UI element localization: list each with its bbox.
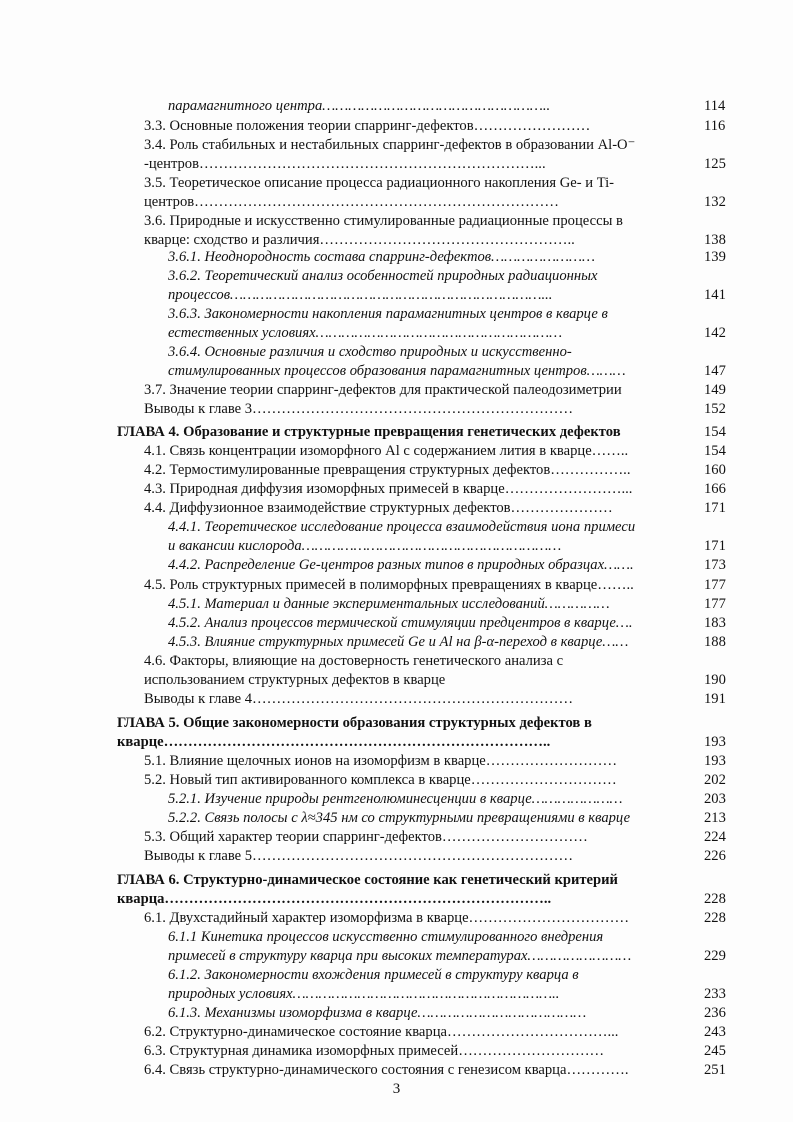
toc-entry — [0, 790, 793, 809]
subsection-title: 6.1.2. Закономерности вхождения примесей в структуру кварца в — [168, 967, 579, 983]
subsection-title: 5.2.1. Изучение природы рентгенолюминесценции в кварце………………… — [168, 791, 623, 807]
section-title: 4.1. Связь концентрации изоморфного Al с содержанием лития в кварце…….. — [144, 443, 629, 459]
page-ref: 245 — [704, 1043, 726, 1059]
toc-entry — [0, 928, 793, 947]
toc-entry — [0, 733, 793, 752]
section-title: 3.6. Природные и искусственно стимулированные радиационные процессы в — [144, 213, 623, 229]
subsection-title: и вакансии кислорода…………………………………………………… — [168, 538, 562, 554]
toc-entry — [0, 324, 793, 343]
subsection-title: примесей в структуру кварца при высоких температурах…………………… — [168, 948, 632, 964]
toc-entry — [0, 305, 793, 324]
toc-entry — [0, 343, 793, 362]
section-title: 6.3. Структурная динамика изоморфных примесей………………………… — [144, 1043, 605, 1059]
page-ref: 125 — [704, 156, 726, 172]
toc-entry — [0, 595, 793, 614]
toc-entry — [0, 442, 793, 461]
page-ref: 229 — [704, 948, 726, 964]
toc-entry — [0, 1004, 793, 1023]
toc-entry — [0, 847, 793, 866]
page-ref: 142 — [704, 325, 726, 341]
toc-entry — [0, 809, 793, 828]
section-title: 6.4. Связь структурно-динамического состояния с генезисом кварца…………. — [144, 1062, 629, 1078]
page-ref: 147 — [704, 363, 726, 379]
chapter-title: кварца…………………………………………………………………….. — [117, 891, 552, 907]
section-title: Выводы к главе 3………………………………………………………… — [144, 401, 574, 417]
page-ref: 224 — [704, 829, 726, 845]
section-title: 5.1. Влияние щелочных ионов на изоморфизм в кварце……………………… — [144, 753, 618, 769]
section-title: 4.2. Термостимулированные превращения структурных дефектов…………….. — [144, 462, 631, 478]
page-ref: 177 — [704, 596, 726, 612]
toc-entry — [0, 381, 793, 400]
toc-entry — [0, 1061, 793, 1080]
page-ref: 166 — [704, 481, 726, 497]
page-ref: 132 — [704, 194, 726, 210]
toc-entry — [0, 248, 793, 267]
toc-entry — [0, 671, 793, 690]
section-title: 4.4. Диффузионное взаимодействие структурных дефектов………………… — [144, 500, 613, 516]
page-ref: 191 — [704, 691, 726, 707]
page-ref: 190 — [704, 672, 726, 688]
page-ref: 243 — [704, 1024, 726, 1040]
section-title: 5.3. Общий характер теории спарринг-дефектов………………………… — [144, 829, 588, 845]
section-title: 6.1. Двухстадийный характер изоморфизма в кварце…………………………… — [144, 910, 630, 926]
chapter-title: кварце…………………………………………………………………….. — [117, 734, 551, 750]
subsection-title: природных условиях…………………………………………………….. — [168, 986, 560, 1002]
toc-entry — [0, 652, 793, 671]
section-title: Выводы к главе 4………………………………………………………… — [144, 691, 574, 707]
subsection-title: процессов………………………………………………………………... — [168, 287, 553, 303]
page-ref: 171 — [704, 500, 726, 516]
page-ref: 138 — [704, 232, 726, 248]
page-ref: 193 — [704, 753, 726, 769]
toc-entry — [0, 362, 793, 381]
page-ref: 228 — [704, 910, 726, 926]
page-ref: 171 — [704, 538, 726, 554]
section-title: центров………………………………………………………………… — [144, 194, 559, 210]
subsection-title: 5.2.2. Связь полосы с λ≈345 нм со структурными превращениями в кварце — [168, 810, 631, 826]
toc-entry — [0, 890, 793, 909]
subsection-title: стимулированных процессов образования парамагнитных центров……… — [168, 363, 626, 379]
toc-entry — [0, 909, 793, 928]
subsection-title: 6.1.3. Механизмы изоморфизма в кварце………………………………… — [168, 1005, 587, 1021]
page-ref: 149 — [704, 382, 726, 398]
section-title: 4.6. Факторы, влияющие на достоверность генетического анализа с — [144, 653, 564, 669]
chapter-title: ГЛАВА 5. Общие закономерности образования структурных дефектов в — [117, 715, 592, 731]
subsection-title: 6.1.1 Кинетика процессов искусственно стимулированного внедрения — [168, 929, 604, 945]
toc-entry — [0, 556, 793, 575]
toc-entry — [0, 576, 793, 595]
page-ref: 177 — [704, 577, 726, 593]
section-title: 5.2. Новый тип активированного комплекса в кварце………………………… — [144, 772, 617, 788]
chapter-title: ГЛАВА 6. Структурно-динамическое состояние как генетический критерий — [117, 872, 618, 888]
page-ref: 233 — [704, 986, 726, 1002]
subsection-title: 3.6.1. Неоднородность состава спарринг-дефектов…………………… — [168, 249, 595, 265]
section-title: 4.5. Роль структурных примесей в полиморфных превращениях в кварце…….. — [144, 577, 634, 593]
page-ref: 203 — [704, 791, 726, 807]
page-ref: 173 — [704, 557, 726, 573]
toc-entry — [0, 537, 793, 556]
toc-entry — [0, 966, 793, 985]
page-ref: 114 — [704, 98, 726, 114]
toc-entry — [0, 136, 793, 155]
toc-entry — [0, 212, 793, 231]
page-ref: 188 — [704, 634, 726, 650]
section-title: использованием структурных дефектов в кварце — [144, 672, 446, 688]
toc-entry — [0, 633, 793, 652]
toc-entry — [0, 871, 793, 890]
toc-entry — [0, 480, 793, 499]
section-title: 4.3. Природная диффузия изоморфных примесей в кварце……………………... — [144, 481, 633, 497]
toc-entry — [0, 286, 793, 305]
subsection-title: 3.6.3. Закономерности накопления парамагнитных центров в кварце в — [168, 306, 608, 322]
toc-entry — [0, 518, 793, 537]
page-ref: 160 — [704, 462, 726, 478]
toc-entry — [0, 461, 793, 480]
toc-entry — [0, 423, 793, 442]
toc-entry — [0, 1042, 793, 1061]
toc-entry — [0, 828, 793, 847]
subsection-title: естественных условиях………………………………………………… — [168, 325, 563, 341]
page-ref: 154 — [704, 443, 726, 459]
page-ref: 183 — [704, 615, 726, 631]
page-number: 3 — [392, 1081, 401, 1097]
subsection-title: 4.4.1. Теоретическое исследование процесса взаимодействия иона примеси — [168, 519, 636, 535]
section-title: -центров……………………………………………………………... — [144, 156, 546, 172]
section-title: 3.3. Основные положения теории спарринг-дефектов…………………… — [144, 118, 591, 134]
toc-entry — [0, 1023, 793, 1042]
toc-entry — [0, 400, 793, 419]
section-title: 6.2. Структурно-динамическое состояние кварца……………………………... — [144, 1024, 619, 1040]
toc-entry — [0, 499, 793, 518]
page-ref: 202 — [704, 772, 726, 788]
toc-entry — [0, 985, 793, 1004]
section-title: 3.5. Теоретическое описание процесса радиационного накопления Ge- и Ti- — [144, 175, 615, 191]
toc-entry — [0, 97, 793, 116]
subsection-title: 3.6.2. Теоретический анализ особенностей природных радиационных — [168, 268, 598, 284]
section-title: 3.7. Значение теории спарринг-дефектов для практической палеодозиметрии — [144, 382, 622, 398]
page-ref: 154 — [704, 424, 726, 440]
page-ref: 213 — [704, 810, 726, 826]
section-title: 3.4. Роль стабильных и нестабильных спарринг-дефектов в образовании Al-O⁻ — [144, 137, 636, 153]
page-ref: 152 — [704, 401, 726, 417]
subsection-title: 4.5.3. Влияние структурных примесей Ge и Al на β-α-переход в кварце…… — [168, 634, 629, 650]
toc-entry — [0, 117, 793, 136]
page-ref: 193 — [704, 734, 726, 750]
chapter-title: ГЛАВА 4. Образование и структурные превращения генетических дефектов — [117, 424, 621, 440]
page-ref: 226 — [704, 848, 726, 864]
toc-entry — [0, 174, 793, 193]
page-ref: 141 — [704, 287, 726, 303]
page-ref: 116 — [704, 118, 726, 134]
toc-entry — [0, 771, 793, 790]
page-ref: 251 — [704, 1062, 726, 1078]
toc-entry — [0, 947, 793, 966]
page-ref: 228 — [704, 891, 726, 907]
toc-entry — [0, 193, 793, 212]
page-ref: 236 — [704, 1005, 726, 1021]
toc-entry — [0, 614, 793, 633]
subsection-title: 4.5.2. Анализ процессов термической стимуляции предцентров в кварце…. — [168, 615, 633, 631]
subsection-title: парамагнитного центра…………………………………………….. — [168, 98, 551, 114]
subsection-title: 4.4.2. Распределение Ge-центров разных типов в природных образцах……. — [168, 557, 634, 573]
toc-entry — [0, 267, 793, 286]
toc-entry — [0, 752, 793, 771]
page-ref: 139 — [704, 249, 726, 265]
section-title: Выводы к главе 5………………………………………………………… — [144, 848, 574, 864]
toc-entry — [0, 690, 793, 709]
section-title: кварце: сходство и различия…………………………………………….. — [144, 232, 575, 248]
toc-entry — [0, 155, 793, 174]
subsection-title: 4.5.1. Материал и данные экспериментальных исследований…………… — [168, 596, 610, 612]
toc-entry — [0, 714, 793, 733]
subsection-title: 3.6.4. Основные различия и сходство природных и искусственно- — [168, 344, 572, 360]
